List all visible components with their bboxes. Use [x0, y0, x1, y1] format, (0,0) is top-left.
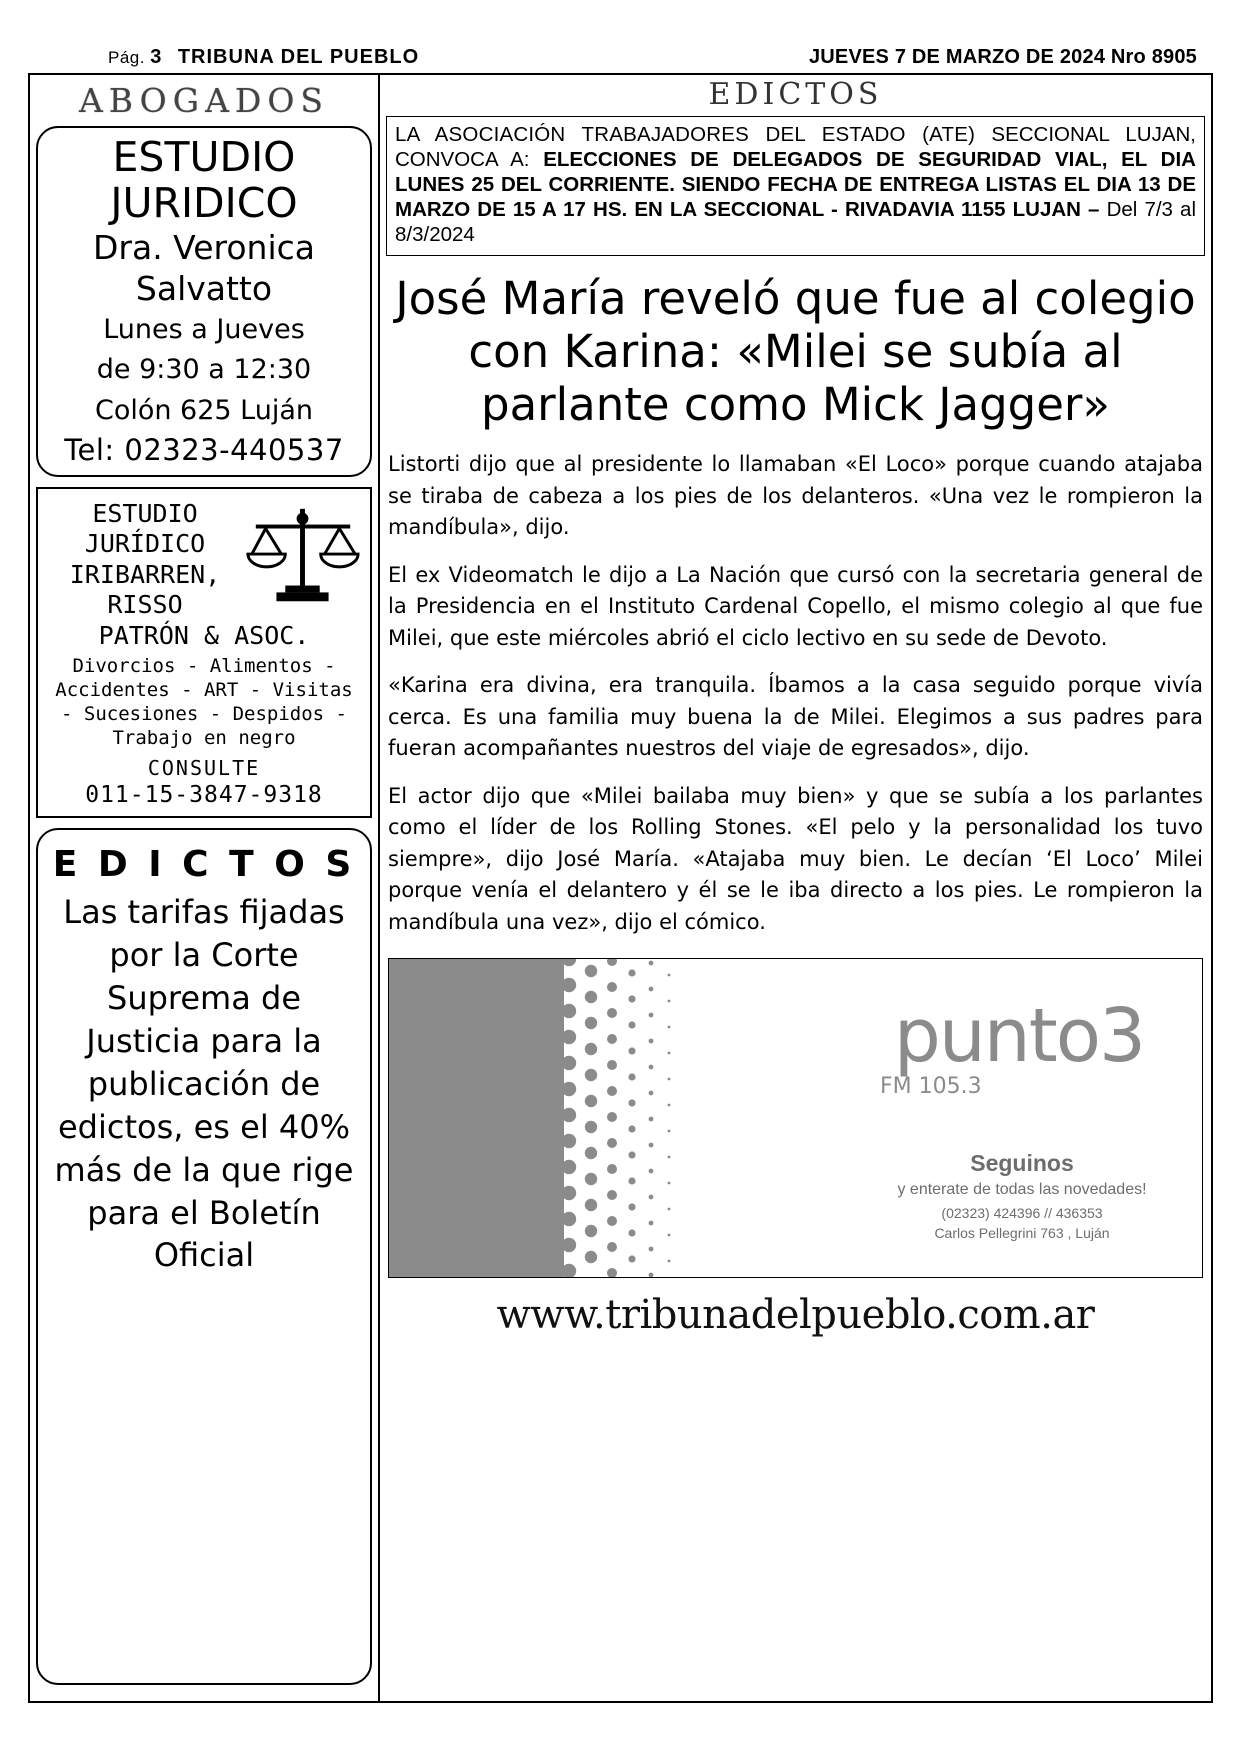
punto3-logo: [854, 993, 1184, 1099]
edicto-part1: LA ASOCIACIÓN TRABAJADORES DEL ESTADO (ATE): [395, 123, 976, 146]
ad2-services: Divorcios - Alimentos - Accidentes - ART - Visitas - Sucesiones - Despidos - Trabajo en negro: [55, 655, 353, 749]
paper-title: TRIBUNA DEL PUEBLO: [177, 46, 420, 68]
ad3-text: Las tarifas fijadas por la Corte Suprema de Justicia para la publicación de edictos, es el 40% más de la que rige para el Boletín Oficial: [54, 893, 354, 1275]
ad1-hours-days: Lunes a Jueves: [103, 313, 305, 345]
ad3-title: E D I C T O S: [52, 844, 356, 886]
edicto-part2: SECCIONAL LUJAN, CONVOCA A:: [395, 123, 1196, 171]
ad2-consulte: CONSULTE: [147, 756, 261, 781]
section-title-abogados: ABOGADOS: [78, 81, 330, 120]
section-title-edictos: EDICTOS: [708, 77, 883, 112]
ad-estudio-salvatto: [36, 126, 372, 477]
ad1-title-line1: ESTUDIO: [112, 133, 296, 181]
masthead: [28, 46, 1213, 73]
punto3-frequency: FM 105.3: [880, 1073, 982, 1099]
halftone-dots-decoration: [539, 959, 679, 1278]
page-prefix: Pág.: [108, 48, 145, 67]
ad2-line3: IRIBARREN,: [69, 559, 221, 589]
follow-phones: (02323) 424396 // 436353: [941, 1205, 1103, 1222]
ad-edictos-tarifas: [36, 828, 372, 1685]
page-label: [108, 46, 162, 69]
ad2-line4: RISSO: [107, 590, 183, 620]
article-paragraph-3: «Karina era divina, era tranquila. Íbamos a la casa seguido porque vivía cerca. Es una familia muy buena la de Milei. Elegimos a sus padres para fueran acompañantes nuestros del viaje de egresados», dijo.: [388, 673, 1203, 761]
ad1-address: Colón 625 Luján: [94, 394, 314, 426]
left-column: [30, 75, 380, 1701]
ad2-line5: PATRÓN & ASOC.: [98, 620, 310, 650]
punto3-word: punto: [893, 993, 1099, 1080]
ad1-title-line2: JURIDICO: [110, 178, 298, 227]
page-frame: [28, 73, 1213, 1703]
issue-date: JUEVES 7 DE MARZO DE 2024 Nro 8905: [808, 46, 1197, 68]
ad1-hours-time: de 9:30 a 12:30: [96, 354, 312, 386]
scales-of-justice-icon: [244, 499, 362, 617]
ad2-header-row: [46, 495, 362, 621]
article-headline: José María reveló que fue al colegio con Karina: «Milei se subía al parlante como Mick Jagger»: [395, 272, 1196, 432]
article-paragraph-2: El ex Videomatch le dijo a La Nación que cursó con la secretaria general de la Presidencia en el Instituto Cardenal Copello, el mismo colegio al que fue Milei, que este miércoles abrió el ciclo lectivo en su sede de Devoto.: [388, 562, 1203, 650]
page-number: 3: [150, 46, 162, 68]
ad-radio-punto3: [388, 958, 1203, 1278]
ad2-titles: [46, 495, 244, 621]
edicto-part4: Del 7/3 al 8/3/2024: [395, 198, 1197, 246]
edicto-notice: [386, 116, 1205, 256]
ad2-line2: JURÍDICO: [84, 529, 206, 559]
right-column: [380, 75, 1211, 1701]
ad2-phone: 011-15-3847-9318: [85, 782, 323, 809]
article-paragraph-4: El actor dijo que «Milei bailaba muy bien» y que se subía a los parlantes como el líder de los Rolling Stones. «El pelo y la personalidad los tuvo siempre», dijo José María. «Atajaba muy bien. Le decían ‘El Loco’ Milei porque venía el delantero y él se le iba directo a los pies. Le rompieron la mandíbula una vez», dijo el cómico.: [388, 783, 1203, 934]
follow-subtitle: y enterate de todas las novedades!: [897, 1181, 1147, 1199]
punto3-number: 3: [1098, 993, 1145, 1080]
punto3-wordmark: [854, 993, 1184, 1080]
ad-grey-panel: [389, 959, 564, 1277]
ad1-name-line2: Salvatto: [135, 268, 273, 308]
ad2-line1: ESTUDIO: [92, 498, 198, 528]
article-paragraph-1: Listorti dijo que al presidente lo llamaban «El Loco» porque cuando atajaba se tiraba de cabeza a los pies de los delanteros. «Una vez le rompieron la mandíbula», dijo.: [388, 452, 1203, 540]
website-url[interactable]: www.tribunadelpueblo.com.ar: [496, 1292, 1095, 1339]
punto3-follow-block: [872, 1150, 1172, 1241]
follow-title: Seguinos: [970, 1150, 1074, 1177]
ad-estudio-iribarren: [36, 487, 372, 819]
ad1-phone: Tel: 02323-440537: [64, 432, 344, 467]
ad1-name-line1: Dra. Veronica: [93, 227, 315, 267]
edicto-part3: ELECCIONES DE DELEGADOS DE SEGURIDAD VIAL, EL DIA LUNES 25 DEL CORRIENTE. SIENDO FECHA DE ENTREGA LISTAS EL DIA 13 DE MARZO DE 15 A 17 HS. EN LA SECCIONAL - RIVADAVIA 1155 LUJAN –: [395, 148, 1196, 221]
follow-address: Carlos Pellegrini 763 , Luján: [934, 1225, 1110, 1242]
